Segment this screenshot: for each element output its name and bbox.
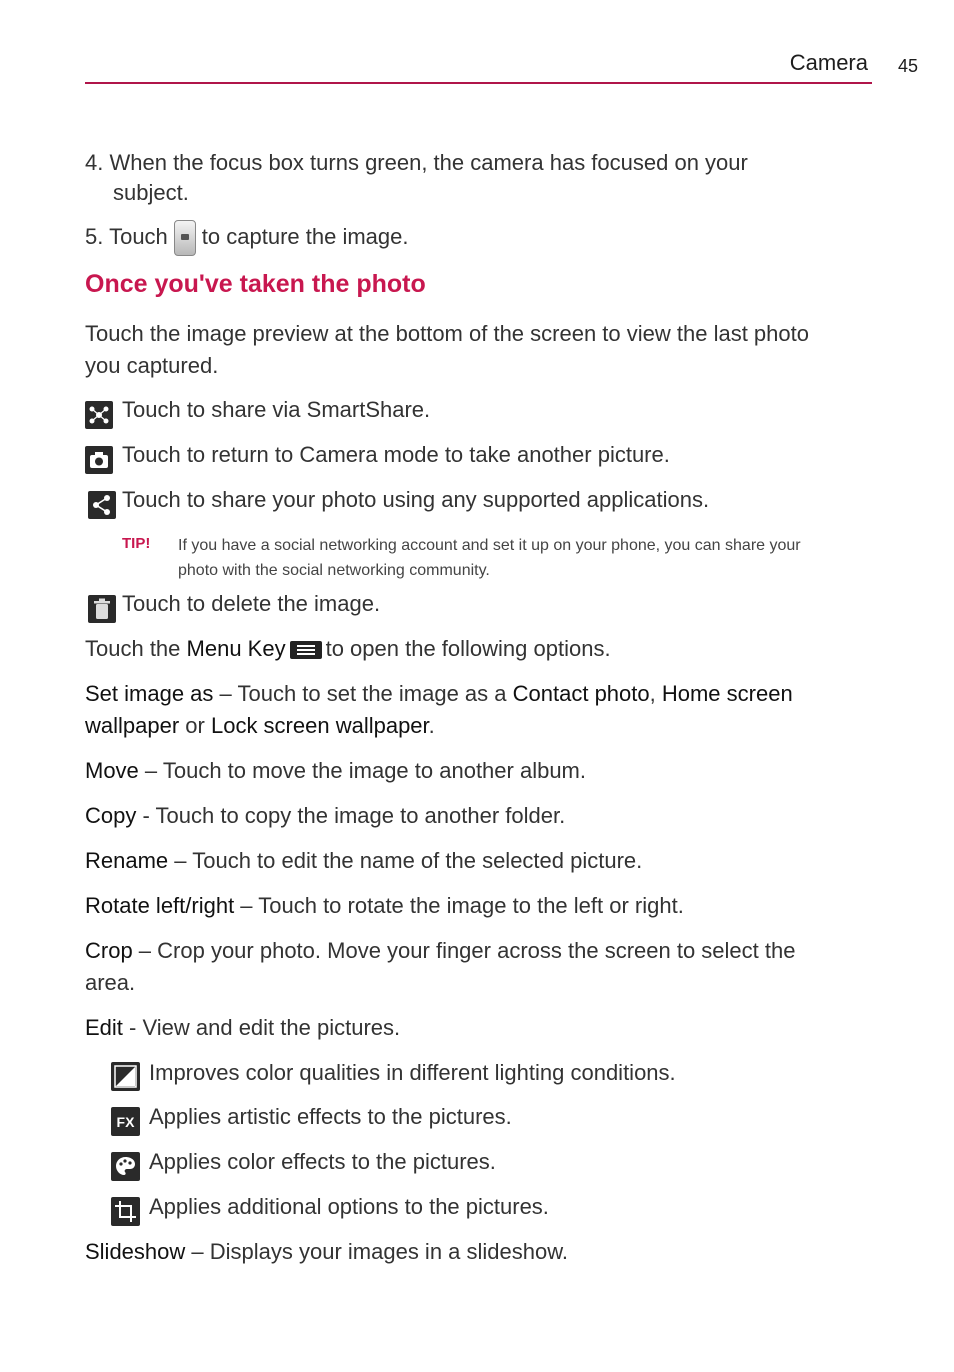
option-end: . bbox=[428, 713, 435, 738]
option-term: Slideshow bbox=[85, 1239, 186, 1264]
option-set-image bbox=[85, 678, 793, 710]
icon-item-text: Touch to return to Camera mode to take another picture. bbox=[122, 442, 670, 467]
option-term: Edit bbox=[85, 1015, 123, 1040]
option-edit bbox=[85, 1012, 400, 1044]
edit-item-text: Applies color effects to the pictures. bbox=[149, 1149, 496, 1174]
option-desc: - View and edit the pictures. bbox=[122, 1015, 401, 1040]
menu-line-after: to open the following options. bbox=[325, 636, 611, 661]
option-term: Rotate left/right bbox=[85, 893, 235, 918]
option-crop bbox=[85, 935, 795, 967]
intro-line-1: Touch the image preview at the bottom of the screen to view the last photo bbox=[85, 321, 809, 346]
option-term: Copy bbox=[85, 803, 137, 828]
page-number: 45 bbox=[897, 56, 918, 76]
step-number: 4. bbox=[85, 150, 104, 175]
option-crop-continued: area. bbox=[85, 970, 136, 995]
icon-item-text: Touch to share your photo using any supported applications. bbox=[122, 487, 710, 512]
page-header bbox=[85, 48, 918, 84]
tip-line-1: If you have a social networking account and set it up on your phone, you can share your bbox=[178, 537, 801, 554]
trash-icon bbox=[88, 595, 116, 623]
fx-icon bbox=[111, 1107, 140, 1136]
option-desc: – Touch to rotate the image to the left or right. bbox=[234, 893, 684, 918]
camera-icon bbox=[85, 446, 113, 474]
edit-item-text: Improves color qualities in different lighting conditions. bbox=[149, 1060, 676, 1085]
section-heading: Once you've taken the photo bbox=[85, 270, 426, 298]
option-copy bbox=[85, 800, 565, 832]
option-rename bbox=[85, 845, 642, 877]
option-lock-screen: Lock screen wallpaper bbox=[210, 713, 429, 738]
option-term: Rename bbox=[85, 848, 169, 873]
option-move bbox=[85, 755, 586, 787]
option-desc: – Touch to edit the name of the selected picture. bbox=[168, 848, 643, 873]
option-desc: - Touch to copy the image to another folder. bbox=[136, 803, 566, 828]
option-desc: – Displays your images in a slideshow. bbox=[185, 1239, 569, 1264]
delete-item-text: Touch to delete the image. bbox=[122, 591, 381, 616]
fx-label: FX bbox=[116, 1114, 135, 1130]
option-wallpaper: wallpaper bbox=[85, 713, 180, 738]
share-icon bbox=[88, 491, 116, 519]
option-term: Move bbox=[85, 758, 139, 783]
section-title: Camera bbox=[789, 50, 868, 75]
tip-text bbox=[178, 533, 801, 583]
shutter-button-icon bbox=[174, 220, 196, 256]
icon-item-text: Touch to share via SmartShare. bbox=[122, 397, 431, 422]
edit-item-text: Applies artistic effects to the pictures. bbox=[149, 1104, 512, 1129]
step-text: When the focus box turns green, the camera has focused on your bbox=[109, 150, 748, 175]
tip-line-2: photo with the social networking community. bbox=[178, 562, 490, 579]
brightness-icon bbox=[111, 1062, 140, 1091]
step-text-after: to capture the image. bbox=[201, 223, 409, 249]
option-desc: – Touch to set the image as a bbox=[213, 681, 513, 706]
step-number: 5. bbox=[85, 223, 104, 249]
menu-key-term: Menu Key bbox=[186, 636, 286, 661]
intro-line-2: you captured. bbox=[85, 353, 219, 378]
smartshare-icon bbox=[85, 401, 113, 429]
option-set-image-continued bbox=[85, 710, 435, 742]
menu-line-before: Touch the bbox=[85, 636, 187, 661]
palette-icon bbox=[111, 1152, 140, 1181]
menu-key-icon bbox=[290, 641, 322, 659]
option-home-screen: Home screen bbox=[661, 681, 793, 706]
crop-icon bbox=[111, 1197, 140, 1226]
step-4-continued: subject. bbox=[113, 180, 189, 205]
edit-item-text: Applies additional options to the pictures. bbox=[149, 1194, 549, 1219]
option-term: Set image as bbox=[85, 681, 214, 706]
option-separator: , bbox=[649, 681, 662, 706]
step-text-before: Touch bbox=[109, 223, 168, 249]
step-5 bbox=[85, 220, 408, 256]
menu-key-line bbox=[85, 633, 611, 665]
option-rotate bbox=[85, 890, 684, 922]
option-or: or bbox=[179, 713, 211, 738]
option-desc: – Touch to move the image to another album. bbox=[138, 758, 586, 783]
tip-label: TIP! bbox=[122, 535, 151, 552]
option-slideshow bbox=[85, 1236, 568, 1268]
option-desc: – Crop your photo. Move your finger across the screen to select the bbox=[132, 938, 796, 963]
step-4 bbox=[85, 147, 748, 179]
option-contact-photo: Contact photo bbox=[512, 681, 650, 706]
option-term: Crop bbox=[85, 938, 133, 963]
